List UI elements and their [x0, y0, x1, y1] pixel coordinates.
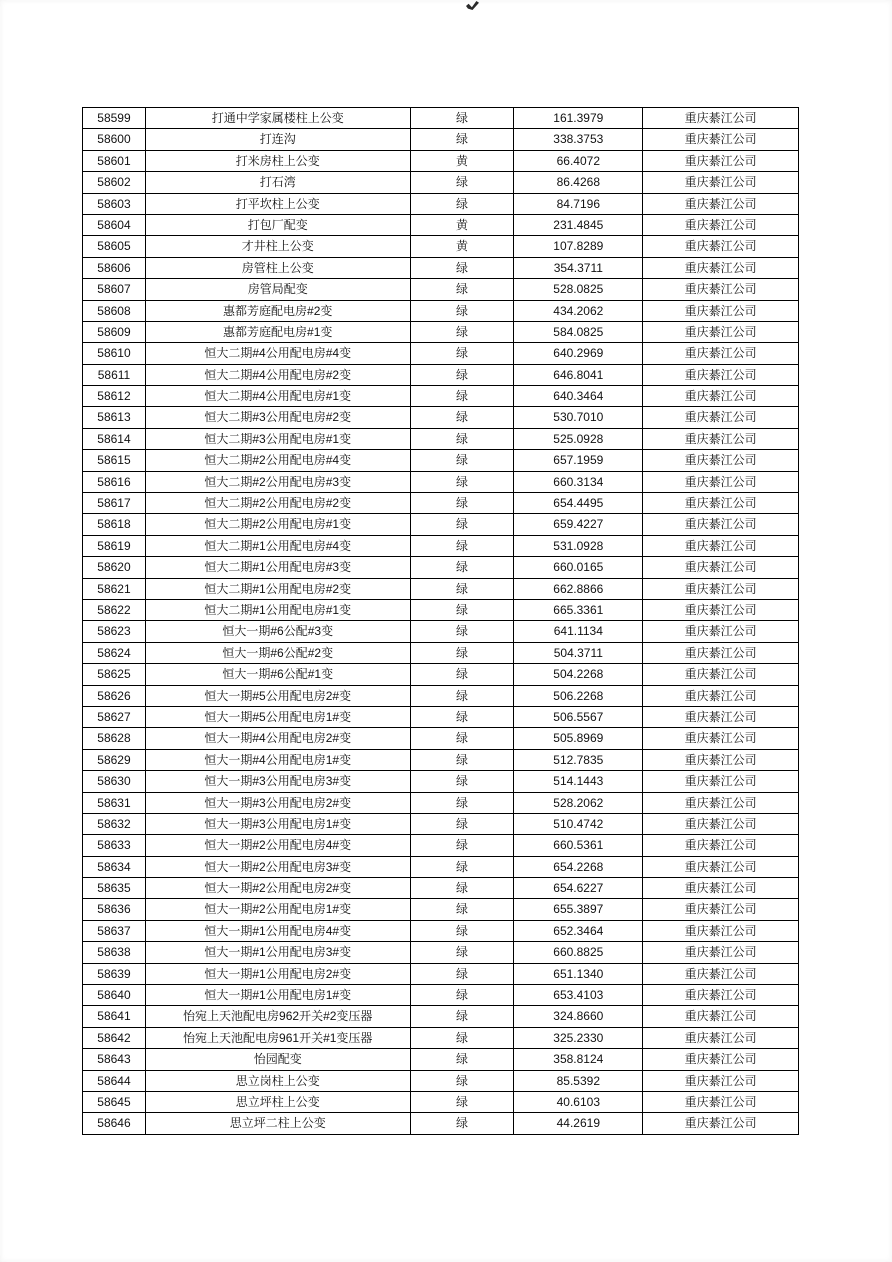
row-name-cell: 恒大一期#1公用配电房1#变: [146, 985, 411, 1006]
row-company-cell: 重庆綦江公司: [643, 514, 799, 535]
row-id-cell: 58607: [83, 279, 146, 300]
table-row: [83, 1028, 799, 1049]
table-row: [83, 835, 799, 856]
row-value-cell: 525.0928: [514, 429, 643, 450]
row-value-cell: 505.8969: [514, 728, 643, 749]
row-name-cell: 恒大二期#2公用配电房#1变: [146, 514, 411, 535]
row-id-cell: 58604: [83, 215, 146, 236]
row-value-cell: 504.3711: [514, 643, 643, 664]
table-row: [83, 921, 799, 942]
row-name-cell: 恒大一期#2公用配电房1#变: [146, 899, 411, 920]
row-value-cell: 660.0165: [514, 557, 643, 578]
row-value-cell: 510.4742: [514, 814, 643, 835]
row-name-cell: 惠都芳庭配电房#2变: [146, 301, 411, 322]
row-status-cell: 绿: [411, 1028, 515, 1049]
row-name-cell: 恒大一期#2公用配电房4#变: [146, 835, 411, 856]
row-id-cell: 58617: [83, 493, 146, 514]
row-id-cell: 58636: [83, 899, 146, 920]
table-row: [83, 407, 799, 428]
row-company-cell: 重庆綦江公司: [643, 236, 799, 257]
row-id-cell: 58603: [83, 194, 146, 215]
row-name-cell: 恒大一期#1公用配电房2#变: [146, 964, 411, 985]
row-status-cell: 绿: [411, 514, 515, 535]
row-status-cell: 绿: [411, 600, 515, 621]
row-id-cell: 58640: [83, 985, 146, 1006]
row-company-cell: 重庆綦江公司: [643, 707, 799, 728]
row-id-cell: 58625: [83, 664, 146, 685]
row-status-cell: 绿: [411, 365, 515, 386]
row-name-cell: 恒大二期#2公用配电房#3变: [146, 472, 411, 493]
row-value-cell: 641.1134: [514, 621, 643, 642]
table-row: [83, 450, 799, 471]
row-status-cell: 绿: [411, 835, 515, 856]
table-row: [83, 151, 799, 172]
row-id-cell: 58622: [83, 600, 146, 621]
row-id-cell: 58631: [83, 793, 146, 814]
row-status-cell: 绿: [411, 386, 515, 407]
row-value-cell: 665.3361: [514, 600, 643, 621]
table-row: [83, 707, 799, 728]
row-status-cell: 绿: [411, 279, 515, 300]
row-value-cell: 506.5567: [514, 707, 643, 728]
row-value-cell: 657.1959: [514, 450, 643, 471]
row-name-cell: 房管局配变: [146, 279, 411, 300]
row-company-cell: 重庆綦江公司: [643, 407, 799, 428]
row-value-cell: 584.0825: [514, 322, 643, 343]
table-row: [83, 129, 799, 150]
row-status-cell: 绿: [411, 664, 515, 685]
row-status-cell: 绿: [411, 493, 515, 514]
row-name-cell: 打米房柱上公变: [146, 151, 411, 172]
row-id-cell: 58610: [83, 343, 146, 364]
row-value-cell: 660.5361: [514, 835, 643, 856]
row-status-cell: 绿: [411, 878, 515, 899]
row-name-cell: 恒大一期#3公用配电房2#变: [146, 793, 411, 814]
row-company-cell: 重庆綦江公司: [643, 600, 799, 621]
row-name-cell: 打通中学家属楼柱上公变: [146, 108, 411, 129]
row-status-cell: 绿: [411, 899, 515, 920]
row-id-cell: 58624: [83, 643, 146, 664]
row-id-cell: 58605: [83, 236, 146, 257]
row-name-cell: 恒大一期#6公配#3变: [146, 621, 411, 642]
row-id-cell: 58646: [83, 1113, 146, 1134]
row-id-cell: 58616: [83, 472, 146, 493]
row-id-cell: 58620: [83, 557, 146, 578]
row-name-cell: 恒大二期#4公用配电房#4变: [146, 343, 411, 364]
row-id-cell: 58634: [83, 857, 146, 878]
row-company-cell: 重庆綦江公司: [643, 386, 799, 407]
row-name-cell: 打包厂配变: [146, 215, 411, 236]
row-company-cell: 重庆綦江公司: [643, 429, 799, 450]
row-status-cell: 绿: [411, 942, 515, 963]
row-status-cell: 绿: [411, 643, 515, 664]
row-company-cell: 重庆綦江公司: [643, 194, 799, 215]
row-name-cell: 惠都芳庭配电房#1变: [146, 322, 411, 343]
row-status-cell: 绿: [411, 771, 515, 792]
row-name-cell: 恒大二期#2公用配电房#4变: [146, 450, 411, 471]
row-id-cell: 58600: [83, 129, 146, 150]
table-row: [83, 322, 799, 343]
row-id-cell: 58637: [83, 921, 146, 942]
row-status-cell: 绿: [411, 814, 515, 835]
row-status-cell: 绿: [411, 1071, 515, 1092]
table-row: [83, 279, 799, 300]
table-row: [83, 1049, 799, 1070]
row-id-cell: 58599: [83, 108, 146, 129]
row-name-cell: 打平坎柱上公变: [146, 194, 411, 215]
row-value-cell: 358.8124: [514, 1049, 643, 1070]
row-value-cell: 504.2268: [514, 664, 643, 685]
row-id-cell: 58614: [83, 429, 146, 450]
row-value-cell: 44.2619: [514, 1113, 643, 1134]
data-table-body: [83, 108, 799, 1135]
row-value-cell: 654.4495: [514, 493, 643, 514]
row-status-cell: 黄: [411, 215, 515, 236]
row-value-cell: 640.3464: [514, 386, 643, 407]
row-company-cell: 重庆綦江公司: [643, 1006, 799, 1027]
row-id-cell: 58645: [83, 1092, 146, 1113]
row-id-cell: 58613: [83, 407, 146, 428]
table-row: [83, 1006, 799, 1027]
table-row: [83, 857, 799, 878]
row-name-cell: 恒大二期#3公用配电房#1变: [146, 429, 411, 450]
table-row: [83, 964, 799, 985]
row-name-cell: 恒大二期#1公用配电房#2变: [146, 579, 411, 600]
row-name-cell: 恒大一期#1公用配电房3#变: [146, 942, 411, 963]
row-value-cell: 86.4268: [514, 172, 643, 193]
row-id-cell: 58629: [83, 750, 146, 771]
row-value-cell: 354.3711: [514, 258, 643, 279]
row-value-cell: 528.0825: [514, 279, 643, 300]
row-name-cell: 思立岗柱上公变: [146, 1071, 411, 1092]
row-status-cell: 绿: [411, 1049, 515, 1070]
row-status-cell: 绿: [411, 472, 515, 493]
table-row: [83, 258, 799, 279]
row-value-cell: 659.4227: [514, 514, 643, 535]
row-value-cell: 528.2062: [514, 793, 643, 814]
row-company-cell: 重庆綦江公司: [643, 964, 799, 985]
row-company-cell: 重庆綦江公司: [643, 579, 799, 600]
row-company-cell: 重庆綦江公司: [643, 985, 799, 1006]
row-status-cell: 绿: [411, 108, 515, 129]
table-row: [83, 686, 799, 707]
row-value-cell: 646.8041: [514, 365, 643, 386]
table-row: [83, 343, 799, 364]
row-status-cell: 绿: [411, 194, 515, 215]
row-value-cell: 338.3753: [514, 129, 643, 150]
row-name-cell: 恒大一期#4公用配电房1#变: [146, 750, 411, 771]
table-row: [83, 386, 799, 407]
row-id-cell: 58627: [83, 707, 146, 728]
table-row: [83, 664, 799, 685]
row-value-cell: 40.6103: [514, 1092, 643, 1113]
row-company-cell: 重庆綦江公司: [643, 899, 799, 920]
row-status-cell: 绿: [411, 450, 515, 471]
row-value-cell: 514.1443: [514, 771, 643, 792]
row-name-cell: 怡宛上天池配电房962开关#2变压器: [146, 1006, 411, 1027]
row-name-cell: 思立坪柱上公变: [146, 1092, 411, 1113]
row-value-cell: 660.8825: [514, 942, 643, 963]
row-value-cell: 325.2330: [514, 1028, 643, 1049]
table-row: [83, 1071, 799, 1092]
row-value-cell: 512.7835: [514, 750, 643, 771]
row-value-cell: 651.1340: [514, 964, 643, 985]
row-company-cell: 重庆綦江公司: [643, 942, 799, 963]
table-row: [83, 557, 799, 578]
row-id-cell: 58601: [83, 151, 146, 172]
row-status-cell: 绿: [411, 1092, 515, 1113]
row-company-cell: 重庆綦江公司: [643, 279, 799, 300]
table-row: [83, 814, 799, 835]
row-id-cell: 58644: [83, 1071, 146, 1092]
row-company-cell: 重庆綦江公司: [643, 793, 799, 814]
row-id-cell: 58602: [83, 172, 146, 193]
row-name-cell: 恒大二期#1公用配电房#4变: [146, 536, 411, 557]
row-company-cell: 重庆綦江公司: [643, 750, 799, 771]
row-status-cell: 绿: [411, 557, 515, 578]
row-value-cell: 652.3464: [514, 921, 643, 942]
row-company-cell: 重庆綦江公司: [643, 664, 799, 685]
row-id-cell: 58626: [83, 686, 146, 707]
row-name-cell: 打连沟: [146, 129, 411, 150]
row-name-cell: 恒大二期#4公用配电房#2变: [146, 365, 411, 386]
row-id-cell: 58638: [83, 942, 146, 963]
row-name-cell: 恒大一期#4公用配电房2#变: [146, 728, 411, 749]
row-id-cell: 58618: [83, 514, 146, 535]
row-status-cell: 绿: [411, 921, 515, 942]
row-name-cell: 房管柱上公变: [146, 258, 411, 279]
table-row: [83, 1092, 799, 1113]
row-status-cell: 绿: [411, 129, 515, 150]
row-company-cell: 重庆綦江公司: [643, 129, 799, 150]
row-company-cell: 重庆綦江公司: [643, 472, 799, 493]
table-row: [83, 236, 799, 257]
table-row: [83, 985, 799, 1006]
row-status-cell: 绿: [411, 857, 515, 878]
row-status-cell: 黄: [411, 236, 515, 257]
row-value-cell: 231.4845: [514, 215, 643, 236]
row-company-cell: 重庆綦江公司: [643, 728, 799, 749]
row-company-cell: 重庆綦江公司: [643, 621, 799, 642]
table-row: [83, 942, 799, 963]
row-company-cell: 重庆綦江公司: [643, 857, 799, 878]
row-value-cell: 654.6227: [514, 878, 643, 899]
row-status-cell: 绿: [411, 343, 515, 364]
table-row: [83, 793, 799, 814]
table-row: [83, 771, 799, 792]
row-status-cell: 绿: [411, 728, 515, 749]
row-value-cell: 161.3979: [514, 108, 643, 129]
table-row: [83, 514, 799, 535]
table-row: [83, 1113, 799, 1134]
row-value-cell: 653.4103: [514, 985, 643, 1006]
row-id-cell: 58630: [83, 771, 146, 792]
row-status-cell: 绿: [411, 707, 515, 728]
row-status-cell: 黄: [411, 151, 515, 172]
row-name-cell: 恒大一期#2公用配电房3#变: [146, 857, 411, 878]
table-row: [83, 493, 799, 514]
row-status-cell: 绿: [411, 172, 515, 193]
row-company-cell: 重庆綦江公司: [643, 835, 799, 856]
row-company-cell: 重庆綦江公司: [643, 1049, 799, 1070]
row-value-cell: 66.4072: [514, 151, 643, 172]
row-id-cell: 58611: [83, 365, 146, 386]
row-name-cell: 恒大二期#3公用配电房#2变: [146, 407, 411, 428]
table-row: [83, 215, 799, 236]
table-row: [83, 621, 799, 642]
row-id-cell: 58608: [83, 301, 146, 322]
row-value-cell: 662.8866: [514, 579, 643, 600]
row-status-cell: 绿: [411, 985, 515, 1006]
row-id-cell: 58606: [83, 258, 146, 279]
row-id-cell: 58609: [83, 322, 146, 343]
row-company-cell: 重庆綦江公司: [643, 1092, 799, 1113]
row-id-cell: 58632: [83, 814, 146, 835]
table-row: [83, 878, 799, 899]
row-company-cell: 重庆綦江公司: [643, 643, 799, 664]
row-name-cell: 恒大二期#2公用配电房#2变: [146, 493, 411, 514]
row-status-cell: 绿: [411, 579, 515, 600]
table-row: [83, 579, 799, 600]
row-status-cell: 绿: [411, 750, 515, 771]
table-row: [83, 600, 799, 621]
row-name-cell: 恒大一期#5公用配电房1#变: [146, 707, 411, 728]
row-company-cell: 重庆綦江公司: [643, 557, 799, 578]
row-company-cell: 重庆綦江公司: [643, 343, 799, 364]
row-company-cell: 重庆綦江公司: [643, 493, 799, 514]
row-company-cell: 重庆綦江公司: [643, 878, 799, 899]
row-value-cell: 85.5392: [514, 1071, 643, 1092]
row-value-cell: 531.0928: [514, 536, 643, 557]
scan-artifact-mark: [466, 1, 479, 10]
row-name-cell: 恒大一期#2公用配电房2#变: [146, 878, 411, 899]
row-id-cell: 58633: [83, 835, 146, 856]
row-name-cell: 恒大一期#3公用配电房3#变: [146, 771, 411, 792]
row-status-cell: 绿: [411, 407, 515, 428]
row-name-cell: 恒大二期#1公用配电房#1变: [146, 600, 411, 621]
row-id-cell: 58643: [83, 1049, 146, 1070]
row-company-cell: 重庆綦江公司: [643, 1028, 799, 1049]
row-company-cell: 重庆綦江公司: [643, 108, 799, 129]
row-status-cell: 绿: [411, 301, 515, 322]
row-value-cell: 530.7010: [514, 407, 643, 428]
table-row: [83, 365, 799, 386]
row-value-cell: 640.2969: [514, 343, 643, 364]
row-company-cell: 重庆綦江公司: [643, 450, 799, 471]
row-company-cell: 重庆綦江公司: [643, 1071, 799, 1092]
row-value-cell: 324.8660: [514, 1006, 643, 1027]
row-name-cell: 恒大一期#6公配#1变: [146, 664, 411, 685]
row-name-cell: 恒大二期#4公用配电房#1变: [146, 386, 411, 407]
row-name-cell: 恒大一期#5公用配电房2#变: [146, 686, 411, 707]
row-id-cell: 58642: [83, 1028, 146, 1049]
row-name-cell: 恒大二期#1公用配电房#3变: [146, 557, 411, 578]
row-name-cell: 恒大一期#3公用配电房1#变: [146, 814, 411, 835]
row-company-cell: 重庆綦江公司: [643, 301, 799, 322]
row-status-cell: 绿: [411, 686, 515, 707]
table-row: [83, 472, 799, 493]
row-status-cell: 绿: [411, 322, 515, 343]
row-company-cell: 重庆綦江公司: [643, 921, 799, 942]
row-id-cell: 58639: [83, 964, 146, 985]
row-value-cell: 84.7196: [514, 194, 643, 215]
row-id-cell: 58623: [83, 621, 146, 642]
row-status-cell: 绿: [411, 793, 515, 814]
table-row: [83, 429, 799, 450]
row-value-cell: 655.3897: [514, 899, 643, 920]
row-id-cell: 58628: [83, 728, 146, 749]
row-company-cell: 重庆綦江公司: [643, 771, 799, 792]
table-row: [83, 194, 799, 215]
row-name-cell: 恒大一期#1公用配电房4#变: [146, 921, 411, 942]
row-name-cell: 思立坪二柱上公变: [146, 1113, 411, 1134]
table-row: [83, 750, 799, 771]
row-company-cell: 重庆綦江公司: [643, 215, 799, 236]
row-value-cell: 660.3134: [514, 472, 643, 493]
row-value-cell: 654.2268: [514, 857, 643, 878]
row-id-cell: 58641: [83, 1006, 146, 1027]
row-id-cell: 58612: [83, 386, 146, 407]
row-company-cell: 重庆綦江公司: [643, 536, 799, 557]
row-company-cell: 重庆綦江公司: [643, 814, 799, 835]
row-name-cell: 怡园配变: [146, 1049, 411, 1070]
row-status-cell: 绿: [411, 258, 515, 279]
row-status-cell: 绿: [411, 429, 515, 450]
row-status-cell: 绿: [411, 1113, 515, 1134]
table-row: [83, 728, 799, 749]
row-company-cell: 重庆綦江公司: [643, 1113, 799, 1134]
row-status-cell: 绿: [411, 536, 515, 557]
row-name-cell: 恒大一期#6公配#2变: [146, 643, 411, 664]
row-id-cell: 58615: [83, 450, 146, 471]
row-value-cell: 434.2062: [514, 301, 643, 322]
table-row: [83, 899, 799, 920]
row-name-cell: 打石湾: [146, 172, 411, 193]
table-row: [83, 643, 799, 664]
row-id-cell: 58635: [83, 878, 146, 899]
row-company-cell: 重庆綦江公司: [643, 172, 799, 193]
row-name-cell: 怡宛上天池配电房961开关#1变压器: [146, 1028, 411, 1049]
row-name-cell: 才井柱上公变: [146, 236, 411, 257]
row-company-cell: 重庆綦江公司: [643, 151, 799, 172]
table-row: [83, 536, 799, 557]
row-company-cell: 重庆綦江公司: [643, 365, 799, 386]
row-status-cell: 绿: [411, 1006, 515, 1027]
data-table: [82, 107, 799, 1135]
table-row: [83, 301, 799, 322]
table-row: [83, 172, 799, 193]
row-company-cell: 重庆綦江公司: [643, 258, 799, 279]
row-id-cell: 58619: [83, 536, 146, 557]
row-value-cell: 107.8289: [514, 236, 643, 257]
row-company-cell: 重庆綦江公司: [643, 686, 799, 707]
row-value-cell: 506.2268: [514, 686, 643, 707]
row-id-cell: 58621: [83, 579, 146, 600]
row-status-cell: 绿: [411, 621, 515, 642]
row-company-cell: 重庆綦江公司: [643, 322, 799, 343]
table-row: [83, 108, 799, 129]
row-status-cell: 绿: [411, 964, 515, 985]
